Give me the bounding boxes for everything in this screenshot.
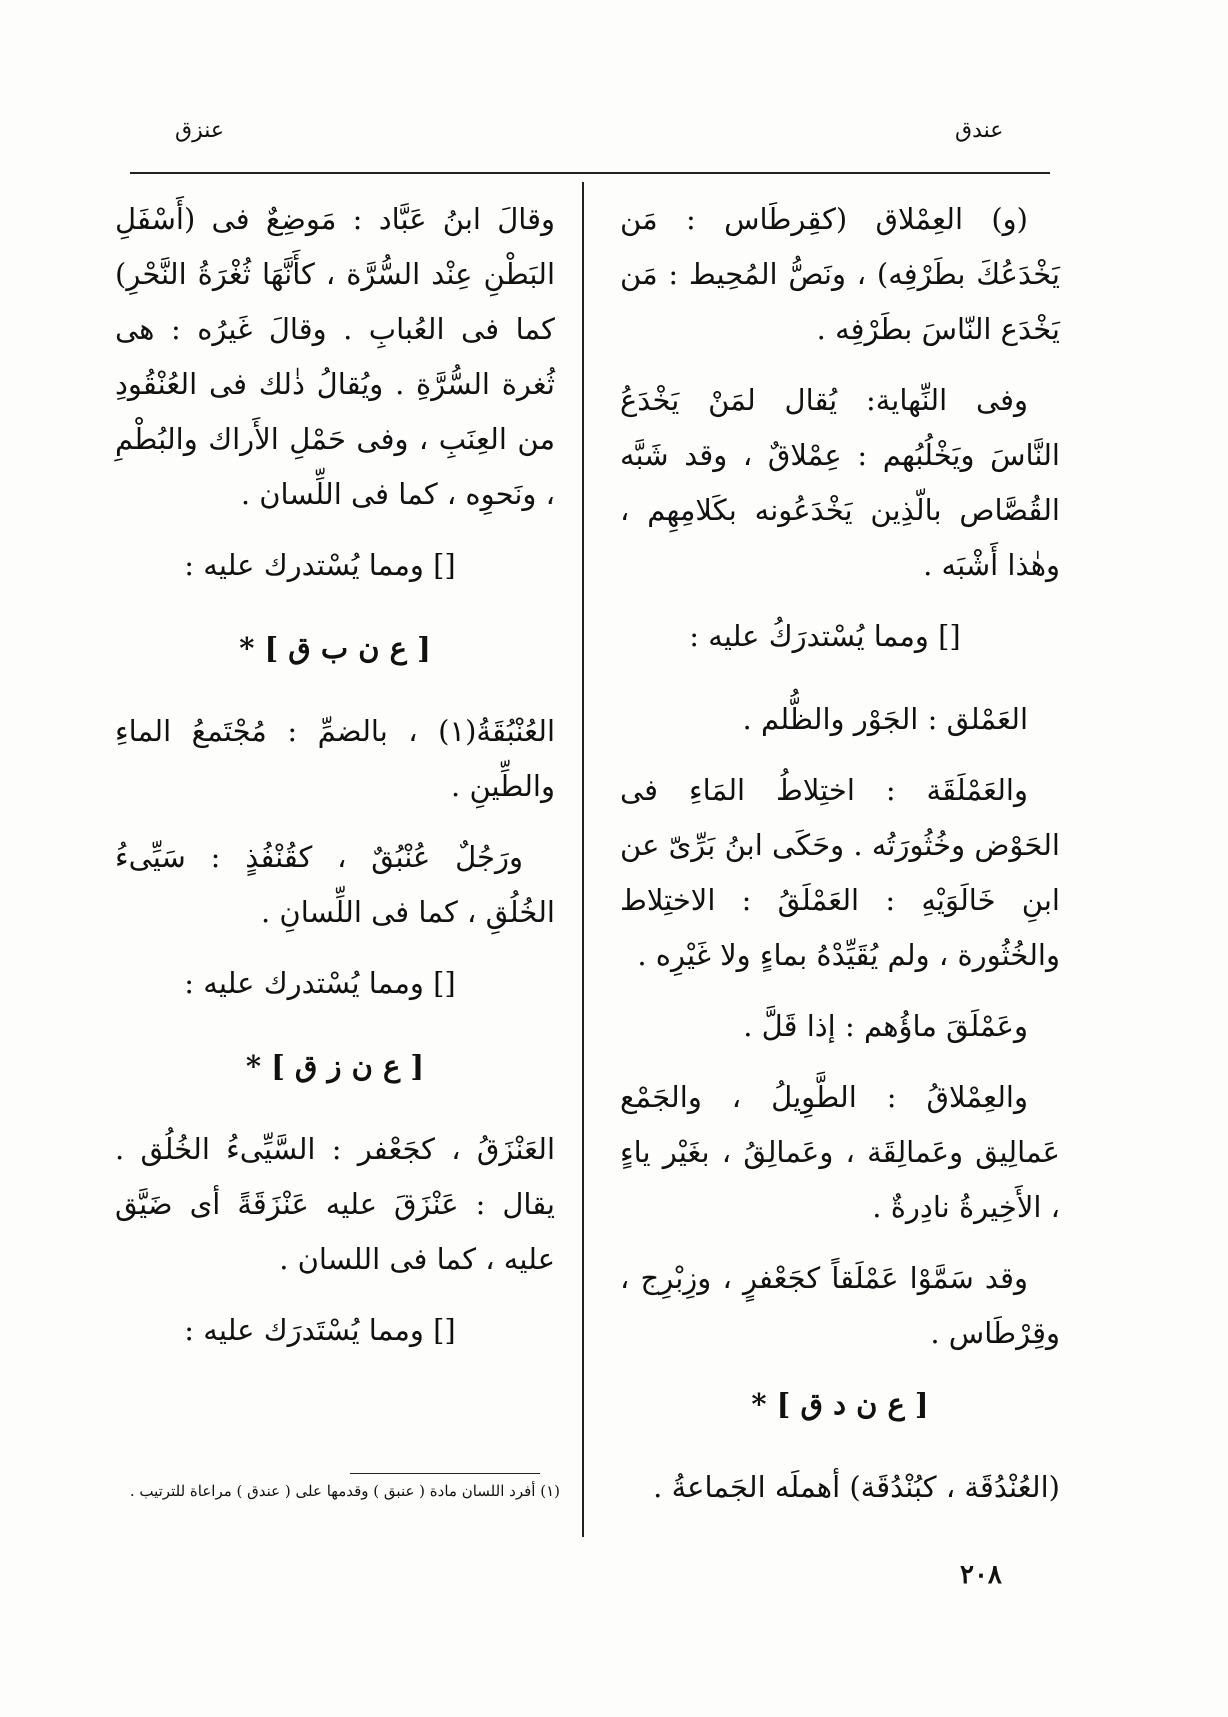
running-header-right: عندق: [955, 118, 1004, 143]
right-column: [620, 192, 1060, 1531]
running-header-left: عنزق: [175, 118, 224, 143]
addendum-note: [] ومما يُسْتَدرَك عليه :: [184, 1313, 456, 1347]
root-heading: [ ع ن ب ق ] *: [239, 631, 431, 665]
addendum-note: [] ومما يُسْتدرَكُ عليه :: [689, 619, 961, 653]
entry-paragraph: العَمْلق : الجَوْر والظُّلم .: [742, 702, 1028, 736]
footnote: (١) أفرد اللسان مادة ( عنبق ) وقدمها على ( عندق ) مراعاة للترتيب .: [129, 1482, 560, 1500]
entry-paragraph: وقالَ ابنُ عَبَّاد : مَوضِعٌ فى (أَسْفَلِ البَطْنِ عِنْد السُّرَّة ، كأَنَّهَا ثُغْرَةُ النَّحْرِ) كما فى العُبابِ . وقالَ غَيرُه : هى ثُغرة السُّرَّةِ . ويُقالُ ذٰلك فى العُنْقُودِ من العِنَبِ ، وفى حَمْلِ الأَراك والبُطْمِ ، ونَحوِه ، كما فى اللِّسان .: [115, 202, 555, 511]
entry-paragraph: العُنْبُقَةُ(١) ، بالضمِّ : مُجْتَمعُ الماءِ والطِّينِ .: [115, 714, 555, 803]
page-number: ٢٠٨: [960, 1560, 1002, 1590]
addendum-note: [] ومما يُسْتدرك عليه :: [184, 966, 456, 1000]
column-divider: [582, 182, 584, 1537]
entry-paragraph: (و) العِمْلاق (كقِرطَاس : مَن يَخْدَعُكَ بطَرْفِه) ، ونَصُّ المُحِيط : مَن يَخْدَع النّاسَ بطَرْفِه .: [620, 202, 1060, 346]
root-heading: [ ع ن ز ق ] *: [245, 1049, 425, 1083]
header-rule: [130, 172, 1050, 174]
entry-paragraph: العَنْزَقُ ، كجَعْفر : السَّيِّىءُ الخُلُق . يقال : عَنْزَقَ عليه عَنْزَقَةً أى ضَيَّق عليه ، كما فى اللسان .: [115, 1132, 555, 1276]
entry-paragraph: ورَجُلٌ عُنْبُقٌ ، كقُنْفُذٍ : سَيِّىءُ الخُلُقِ ، كما فى اللِّسانِ .: [115, 840, 555, 929]
addendum-note: [] ومما يُسْتدرك عليه :: [184, 548, 456, 582]
root-heading: [ ع ن د ق ] *: [751, 1387, 929, 1421]
entry-paragraph: وعَمْلَقَ ماؤُهم : إذا قَلَّ .: [743, 1009, 1028, 1043]
left-column: [115, 192, 555, 1386]
entry-paragraph: (العُنْدُقَة ، كبُنْدُقَة) أهملَه الجَماعةُ .: [653, 1470, 1060, 1504]
entry-paragraph: وفى النِّهاية: يُقال لمَنْ يَخْدَعُ النَّاسَ ويَخْلُبُهم : عِمْلاقٌ ، وقد شَبَّه القُصَّاص بالّذِين يَخْدَعُونه بكَلامِهِم ، وهٰذا أَشْبَه .: [620, 383, 1060, 582]
entry-paragraph: والعِمْلاقُ : الطَّوِيلُ ، والجَمْع عَمالِيق وعَمالِقَة ، وعَمالِقُ ، بغَيْر ياءٍ ، الأَخِيرةُ نادِرةٌ .: [620, 1080, 1060, 1224]
footnote-rule: [350, 1473, 540, 1474]
entry-paragraph: والعَمْلَقَة : اختِلاطُ المَاءِ فى الحَوْض وخُثُورَتُه . وحَكَى ابنُ بَرِّىّ عن ابنِ خَالَوَيْهِ : العَمْلَقُ : الاختِلاط والخُثُورة ، ولم يُقَيِّدْهُ بماءٍ ولا غَيْرِه .: [620, 773, 1060, 972]
entry-paragraph: وقد سَمَّوْا عَمْلَقاً كجَعْفرٍ ، وزِبْرِج ، وقِرْطَاس .: [620, 1261, 1060, 1350]
